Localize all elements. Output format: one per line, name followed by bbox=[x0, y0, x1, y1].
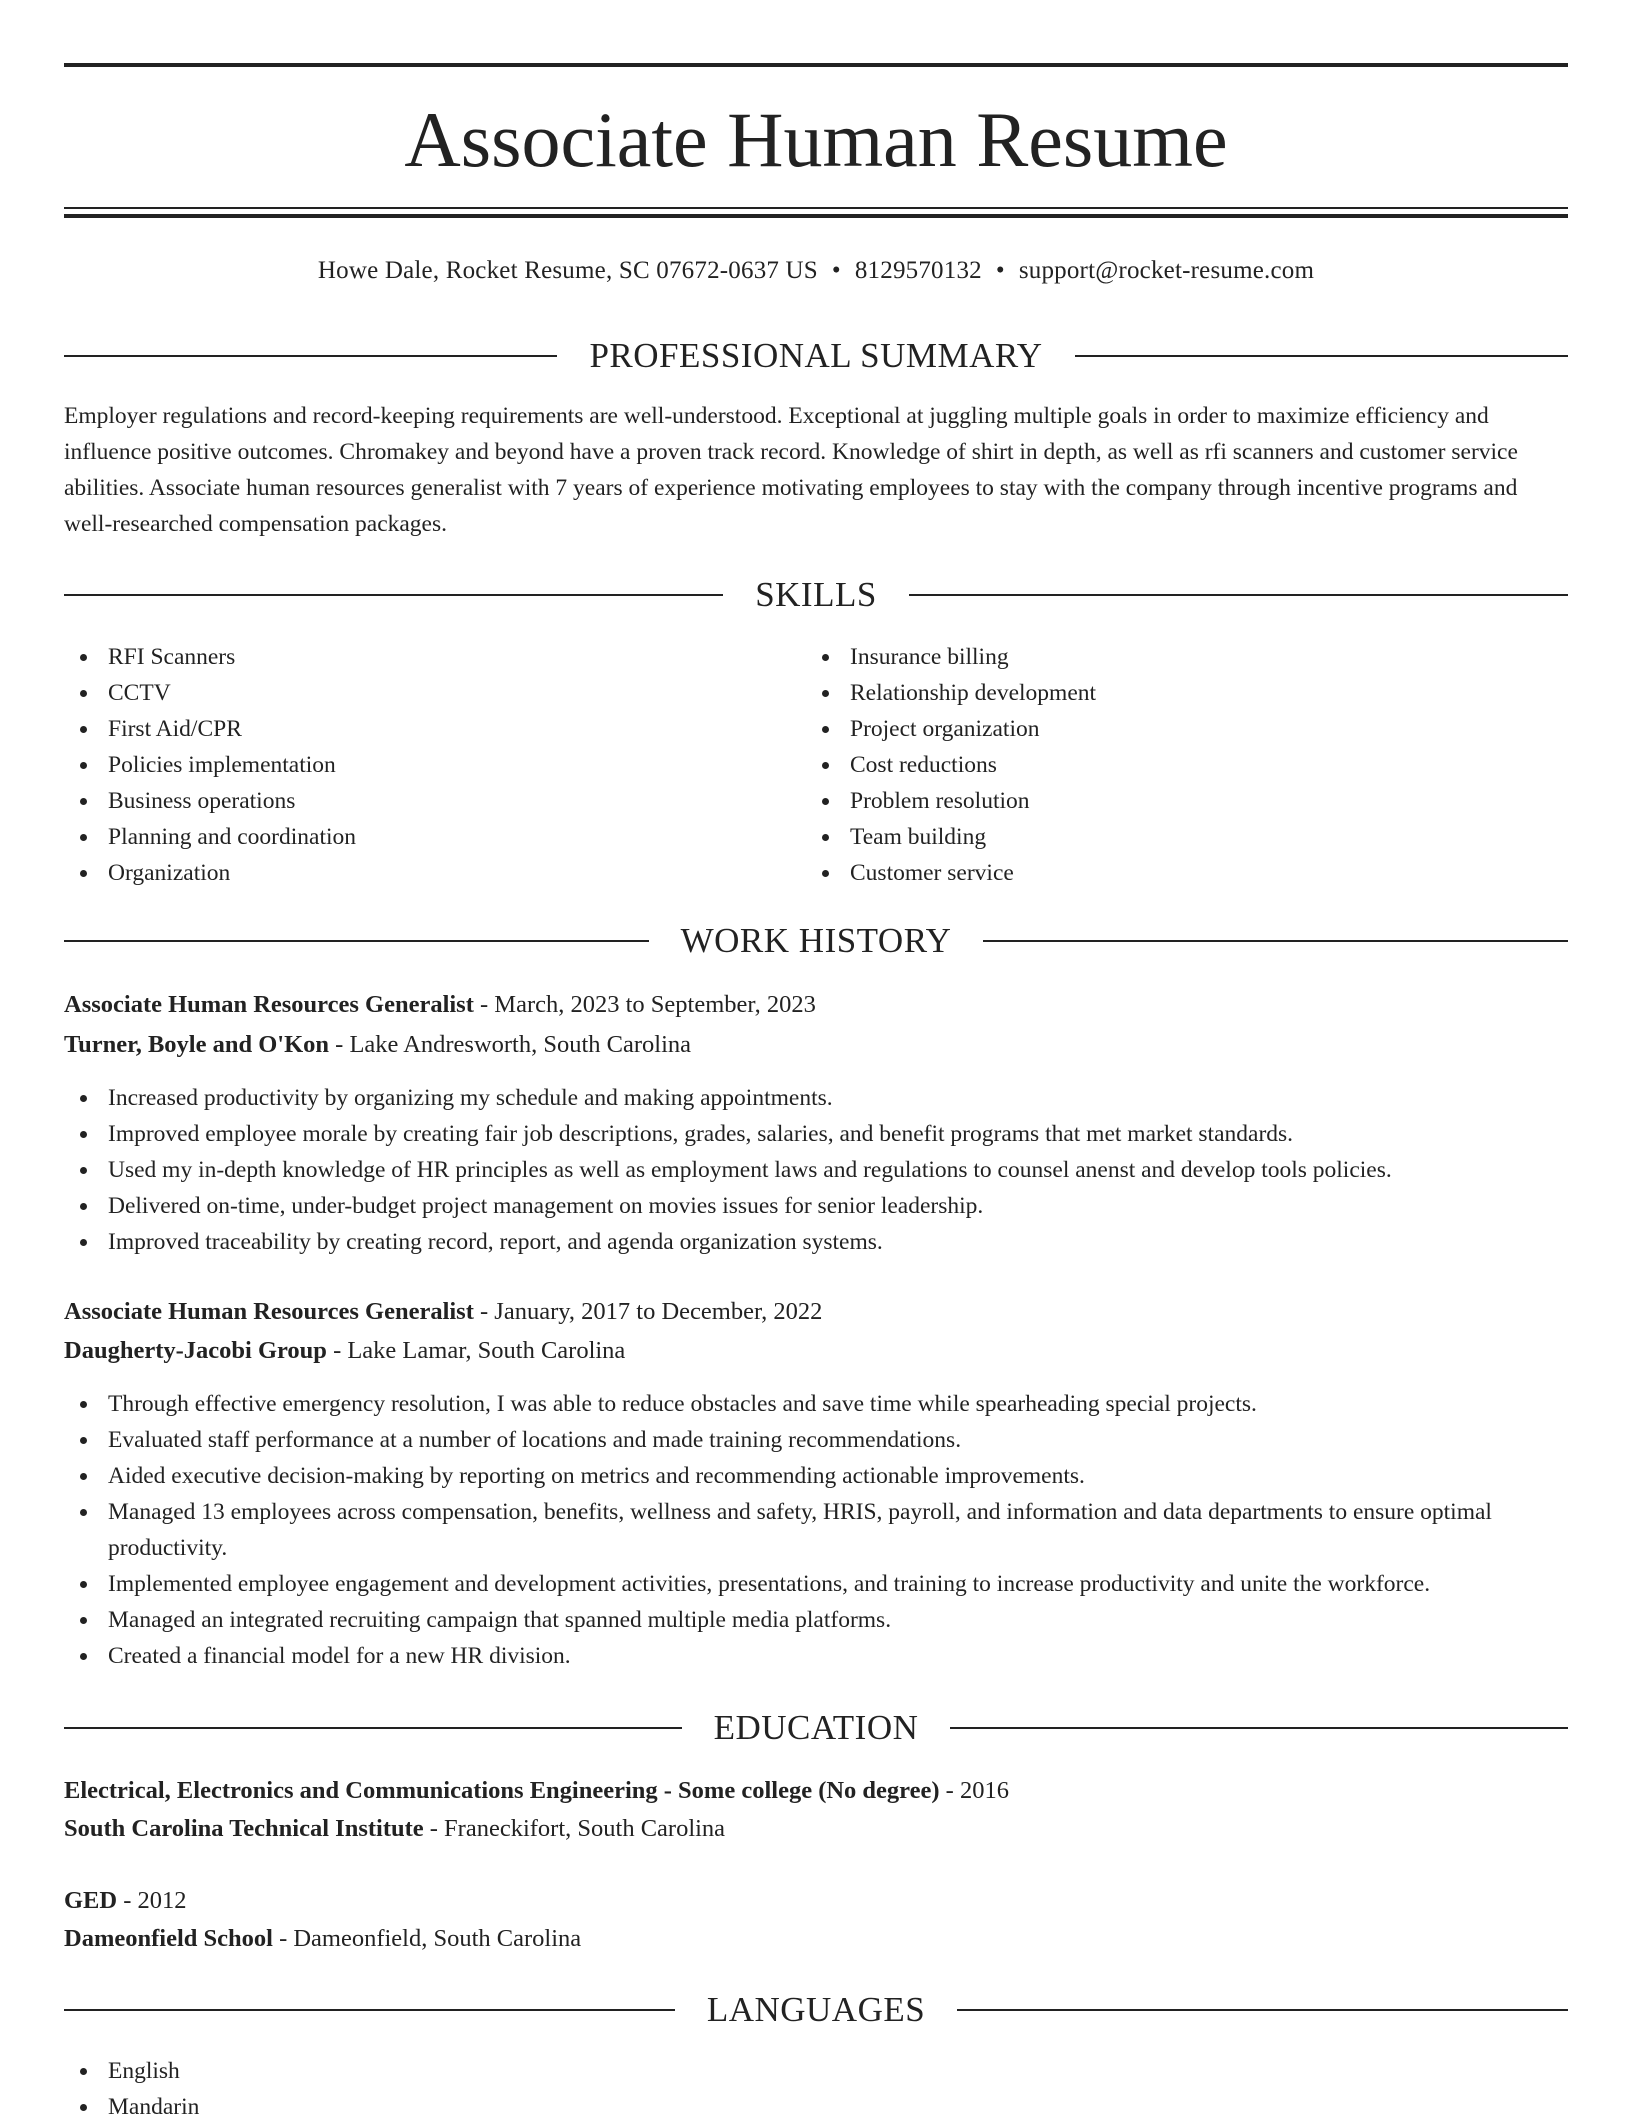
section-header-skills bbox=[64, 573, 1568, 617]
section-rule bbox=[909, 594, 1568, 596]
section-rule bbox=[957, 2009, 1568, 2011]
education-school-line bbox=[64, 1811, 1568, 1847]
skills-column-left bbox=[64, 639, 804, 891]
education-location: - Dameonfield, South Carolina bbox=[272, 1925, 582, 1952]
job-bullet: Created a financial model for a new HR division. bbox=[64, 1638, 1568, 1674]
contact-address: Howe Dale, Rocket Resume, SC 07672-0637 US bbox=[317, 257, 818, 284]
education-year: - 2016 bbox=[939, 1777, 1009, 1804]
contact-email: support@rocket-resume.com bbox=[1018, 257, 1315, 284]
education-school-line bbox=[64, 1921, 1568, 1957]
job-bullet: Implemented employee engagement and development activities, presentations, and training to increase productivity and unite the workforce. bbox=[64, 1566, 1568, 1602]
contact-phone: 8129570132 bbox=[854, 257, 982, 284]
contact-line bbox=[64, 254, 1568, 288]
job-company: Turner, Boyle and O'Kon bbox=[64, 1031, 330, 1058]
section-rule bbox=[983, 940, 1568, 942]
job-bullet: Through effective emergency resolution, I was able to reduce obstacles and save time while spearheading special projects. bbox=[64, 1386, 1568, 1422]
section-title: LANGUAGES bbox=[706, 1990, 926, 2029]
education-degree: GED bbox=[64, 1887, 118, 1914]
skill-item: First Aid/CPR bbox=[64, 711, 804, 747]
section-rule bbox=[64, 594, 723, 596]
section-title: PROFESSIONAL SUMMARY bbox=[589, 336, 1043, 375]
language-item: English bbox=[64, 2053, 1568, 2089]
section-rule bbox=[64, 940, 649, 942]
education-degree-line bbox=[64, 1773, 1568, 1809]
education-school: South Carolina Technical Institute bbox=[64, 1815, 424, 1842]
job-location: - Lake Lamar, South Carolina bbox=[326, 1337, 626, 1364]
resume-title: Associate Human Resume bbox=[404, 96, 1228, 183]
skill-item: Team building bbox=[806, 819, 1546, 855]
skill-item: Insurance billing bbox=[806, 639, 1546, 675]
section-rule bbox=[64, 1727, 682, 1729]
section-header-education bbox=[64, 1706, 1568, 1750]
section-rule bbox=[1075, 355, 1568, 357]
job-bullet: Improved employee morale by creating fair job descriptions, grades, salaries, and benefit programs that met market standards. bbox=[64, 1116, 1568, 1152]
contact-separator: • bbox=[831, 257, 841, 284]
job-dates: - January, 2017 to December, 2022 bbox=[473, 1298, 823, 1325]
header-top-rule bbox=[64, 63, 1568, 67]
skill-item: Relationship development bbox=[806, 675, 1546, 711]
job-company: Daugherty-Jacobi Group bbox=[64, 1337, 327, 1364]
education-location: - Franeckifort, South Carolina bbox=[423, 1815, 726, 1842]
header-rule-upper bbox=[64, 207, 1568, 209]
skill-item: Project organization bbox=[806, 711, 1546, 747]
job-bullets bbox=[64, 1386, 1568, 1674]
job-bullet: Increased productivity by organizing my schedule and making appointments. bbox=[64, 1080, 1568, 1116]
job-title: Associate Human Resources Generalist bbox=[64, 1298, 474, 1325]
section-rule bbox=[64, 2009, 675, 2011]
job-dates: - March, 2023 to September, 2023 bbox=[473, 991, 816, 1018]
education-degree: Electrical, Electronics and Communications Engineering - Some college (No degree) bbox=[64, 1777, 940, 1804]
job-bullet: Evaluated staff performance at a number of locations and made training recommendations. bbox=[64, 1422, 1568, 1458]
job-location: - Lake Andresworth, South Carolina bbox=[329, 1031, 692, 1058]
section-title: WORK HISTORY bbox=[680, 921, 952, 960]
skills-column-right bbox=[806, 639, 1546, 891]
job-bullets bbox=[64, 1080, 1568, 1260]
contact-separator: • bbox=[995, 257, 1005, 284]
section-header-summary bbox=[64, 334, 1568, 378]
section-title: EDUCATION bbox=[713, 1708, 919, 1747]
skill-item: Problem resolution bbox=[806, 783, 1546, 819]
skill-item: Cost reductions bbox=[806, 747, 1546, 783]
job-bullet: Aided executive decision-making by reporting on metrics and recommending actionable improvements. bbox=[64, 1458, 1568, 1494]
skill-item: Policies implementation bbox=[64, 747, 804, 783]
section-header-languages bbox=[64, 1988, 1568, 2032]
job-bullet: Managed 13 employees across compensation, benefits, wellness and safety, HRIS, payroll, and information and data departments to ensure optimal productivity. bbox=[64, 1494, 1568, 1566]
section-rule bbox=[64, 355, 557, 357]
education-year: - 2012 bbox=[117, 1887, 187, 1914]
skill-item: Business operations bbox=[64, 783, 804, 819]
languages-list bbox=[64, 2053, 1568, 2125]
section-title: SKILLS bbox=[755, 575, 877, 614]
skill-item: Planning and coordination bbox=[64, 819, 804, 855]
header-rule-lower bbox=[64, 214, 1568, 218]
skill-item: Organization bbox=[64, 855, 804, 891]
job-company-line bbox=[64, 1333, 1568, 1369]
job-title: Associate Human Resources Generalist bbox=[64, 991, 474, 1018]
education-school: Dameonfield School bbox=[64, 1925, 273, 1952]
skill-item: CCTV bbox=[64, 675, 804, 711]
skill-item: Customer service bbox=[806, 855, 1546, 891]
job-title-line bbox=[64, 987, 1568, 1023]
job-bullet: Used my in-depth knowledge of HR principles as well as employment laws and regulations to counsel anenst and develop tools policies. bbox=[64, 1152, 1568, 1188]
job-title-line bbox=[64, 1294, 1568, 1330]
job-bullet: Improved traceability by creating record, report, and agenda organization systems. bbox=[64, 1224, 1568, 1260]
job-company-line bbox=[64, 1027, 1568, 1063]
language-item: Mandarin bbox=[64, 2089, 1568, 2125]
section-rule bbox=[950, 1727, 1568, 1729]
skill-item: RFI Scanners bbox=[64, 639, 804, 675]
job-bullet: Managed an integrated recruiting campaign that spanned multiple media platforms. bbox=[64, 1602, 1568, 1638]
education-degree-line bbox=[64, 1883, 1568, 1919]
section-header-work bbox=[64, 919, 1568, 963]
summary-text: Employer regulations and record-keeping requirements are well-understood. Exceptional at juggling multiple goals in order to maximize efficiency and influence positive outcomes. Chromakey and beyond have a proven track record. Knowledge of shirt in depth, as well as rfi scanners and customer service abilities. Associate human resources generalist with 7 years of experience motivating employees to stay with the company through incentive programs and well-researched compensation packages. bbox=[64, 403, 1518, 537]
job-bullet: Delivered on-time, under-budget project management on movies issues for senior leadership. bbox=[64, 1188, 1568, 1224]
